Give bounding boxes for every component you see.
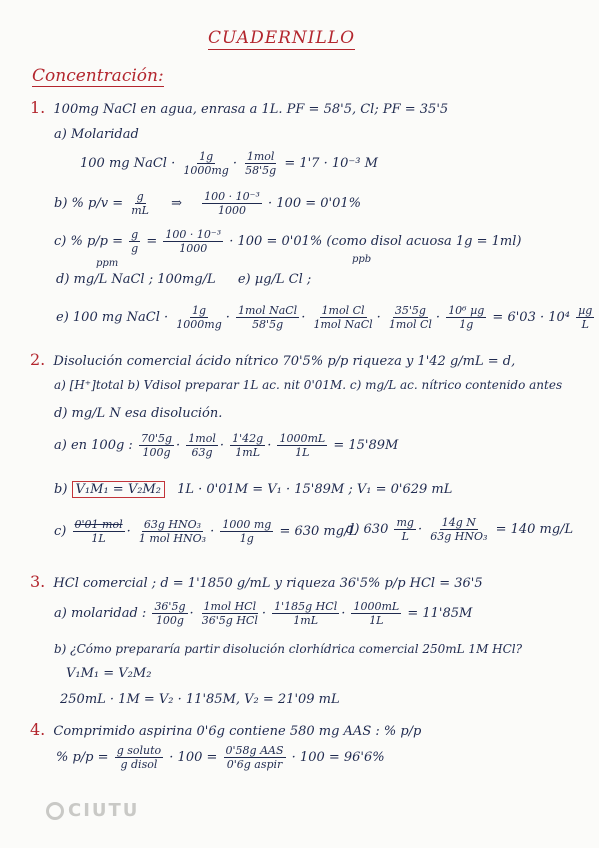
p4-calc: % p/p = $\frac{\text{g soluto}}{\text{g disol}}$ · 100 = $\frac{\text{0'58g AAS}}{\text{0'6g aspir}}$ · 100 = 96'6% [56, 744, 385, 771]
fraction: $\frac{\text{63g HNO₃}}{\text{1 mol HNO₃}}$ [138, 518, 207, 545]
logo-circle-icon [46, 802, 64, 820]
fraction: $\frac{\text{100 · 10⁻³}}{1000}$ [204, 190, 260, 217]
p1-ppb-note: ppb [352, 254, 372, 265]
boxed-formula: V₁M₁ = V₂M₂ [72, 481, 165, 498]
fraction: $\frac{1000mL}{1L}$ [353, 600, 400, 627]
fraction: $\frac{\text{1mol}}{63g}$ [188, 432, 216, 459]
p3-b-question: b) ¿Cómo prepararía partir disolución clorhídrica comercial 250mL 1M HCl? [54, 642, 523, 656]
fraction: $\frac{\text{1mol HCl}}{\text{36'5g HCl}}$ [201, 600, 258, 627]
fraction: $\frac{g}{mL}$ [131, 190, 149, 217]
fraction: $\frac{35'5g}{\text{1mol Cl}}$ [388, 304, 432, 331]
problem-1-statement: 1. 100mg NaCl en agua, enrasa a 1L. PF = 58'5, Cl; PF = 35'5 [30, 98, 449, 117]
p1-e-calc: e) 100 mg NaCl · $\frac{1g}{1000mg}$ · $\frac{\text{1mol NaCl}}{58'5g}$ · $\frac{\text{1mol Cl}}{\text{1mol NaCl}}$ · $\frac{35'5g}{\text{1mol Cl}}$ · $\frac{\text{10⁶ µg}}{1g}$ = 6'03 · 10⁴ $\frac{\text{µg}}{L}$ [56, 304, 593, 331]
p2-c-calc: c) $\frac{\text{0'01 mol}}{1L}$ · $\frac{\text{63g HNO₃}}{\text{1 mol HNO₃}}$ · $\frac{1000 mg}{1g}$ = 630 mg/L [54, 518, 358, 545]
fraction: $\frac{mg}{L}$ [396, 516, 414, 543]
fraction: $\frac{1'42g}{1mL}$ [232, 432, 264, 459]
fraction: $\frac{\text{1mol NaCl}}{58'5g}$ [238, 304, 298, 331]
p1-b-calc: b) % p/v = $\frac{g}{mL}$ ⇒ $\frac{\text{100 · 10⁻³}}{1000}$ · 100 = 0'01% [54, 190, 361, 217]
p2-a-calc: a) en 100g : $\frac{70'5g}{100g}$ · $\frac{\text{1mol}}{63g}$ · $\frac{1'42g}{1mL}$ · $\frac{1000mL}{1L}$ = 15'89M [54, 432, 399, 459]
p3-eq2: 250mL · 1M = V₂ · 11'85M, V₂ = 21'09 mL [60, 692, 340, 707]
fraction: $\frac{\text{0'58g AAS}}{\text{0'6g aspir}}$ [225, 744, 284, 771]
fraction: $\frac{\text{1'185g HCl}}{1mL}$ [274, 600, 338, 627]
p1-ppm-note: ppm [96, 258, 119, 269]
fraction: $\frac{1g}{1000mg}$ [183, 150, 229, 177]
fraction: $\frac{1000mL}{1L}$ [279, 432, 326, 459]
fraction: $\frac{\text{g soluto}}{\text{g disol}}$ [116, 744, 162, 771]
fraction: $\frac{g}{g}$ [131, 228, 139, 255]
fraction: $\frac{\text{10⁶ µg}}{1g}$ [448, 304, 485, 331]
problem-4-statement: 4. Comprimido aspirina 0'6g contiene 580 mg AAS : % p/p [30, 720, 422, 739]
problem-1-number: 1. [30, 98, 46, 117]
p2-part-d: d) mg/L N esa disolución. [54, 406, 223, 421]
fraction: $\frac{\text{µg}}{L}$ [578, 304, 593, 331]
watermark-logo: CIUTU [46, 800, 139, 821]
fraction: $\frac{70'5g}{100g}$ [140, 432, 173, 459]
p1-c-calc: c) % p/p = $\frac{g}{g}$ = $\frac{\text{100 · 10⁻³}}{1000}$ · 100 = 0'01% (como disol acuosa 1g = 1ml) [54, 228, 522, 255]
fraction: $\frac{\text{0'01 mol}}{1L}$ [74, 518, 123, 545]
problem-3-number: 3. [30, 572, 46, 591]
p3-eq1: V₁M₁ = V₂M₂ [66, 666, 152, 681]
fraction: $\frac{\text{1mol Cl}}{\text{1mol NaCl}}$ [313, 304, 373, 331]
fraction: $\frac{36'5g}{100g}$ [154, 600, 186, 627]
section-heading: Concentración: [32, 66, 164, 86]
fraction: $\frac{\text{1mol}}{58'5g}$ [245, 150, 277, 177]
p2-b-calc: b) V₁M₁ = V₂M₂ 1L · 0'01M = V₁ · 15'89M ; V₁ = 0'629 mL [54, 482, 453, 497]
p1-a-label: a) Molaridad [54, 127, 139, 142]
p2-d-calc: d) 630 $\frac{mg}{L}$ · $\frac{\text{14g N}}{\text{63g HNO₃}}$ = 140 mg/L [346, 516, 574, 543]
fraction: $\frac{1000 mg}{1g}$ [222, 518, 272, 545]
p1-a-calc: 100 mg NaCl · $\frac{1g}{1000mg}$ · $\frac{\text{1mol}}{58'5g}$ = 1'7 · 10⁻³ M [80, 150, 378, 177]
problem-2-number: 2. [30, 350, 46, 369]
p3-a-calc: a) molaridad : $\frac{36'5g}{100g}$ · $\frac{\text{1mol HCl}}{\text{36'5g HCl}}$ · $\frac{\text{1'185g HCl}}{1mL}$ · $\frac{1000mL}{1L}$ = 11'85M [54, 600, 473, 627]
page-title: CUADERNILLO [208, 28, 356, 48]
fraction: $\frac{1g}{1000mg}$ [176, 304, 222, 331]
problem-3-statement: 3. HCl comercial ; d = 1'1850 g/mL y riqueza 36'5% p/p HCl = 36'5 [30, 572, 483, 591]
fraction: $\frac{\text{100 · 10⁻³}}{1000}$ [165, 228, 222, 255]
fraction: $\frac{\text{14g N}}{\text{63g HNO₃}}$ [430, 516, 488, 543]
p1-d-line: d) mg/L NaCl ; 100mg/L e) µg/L Cl ; [56, 272, 312, 287]
problem-4-number: 4. [30, 720, 46, 739]
p2-parts: a) [H⁺]total b) Vdisol preparar 1L ac. nit 0'01M. c) mg/L ac. nítrico contenido antes [54, 378, 563, 392]
problem-2-statement: 2. Disolución comercial ácido nítrico 70'5% p/p riqueza y 1'42 g/mL = d, [30, 350, 516, 369]
